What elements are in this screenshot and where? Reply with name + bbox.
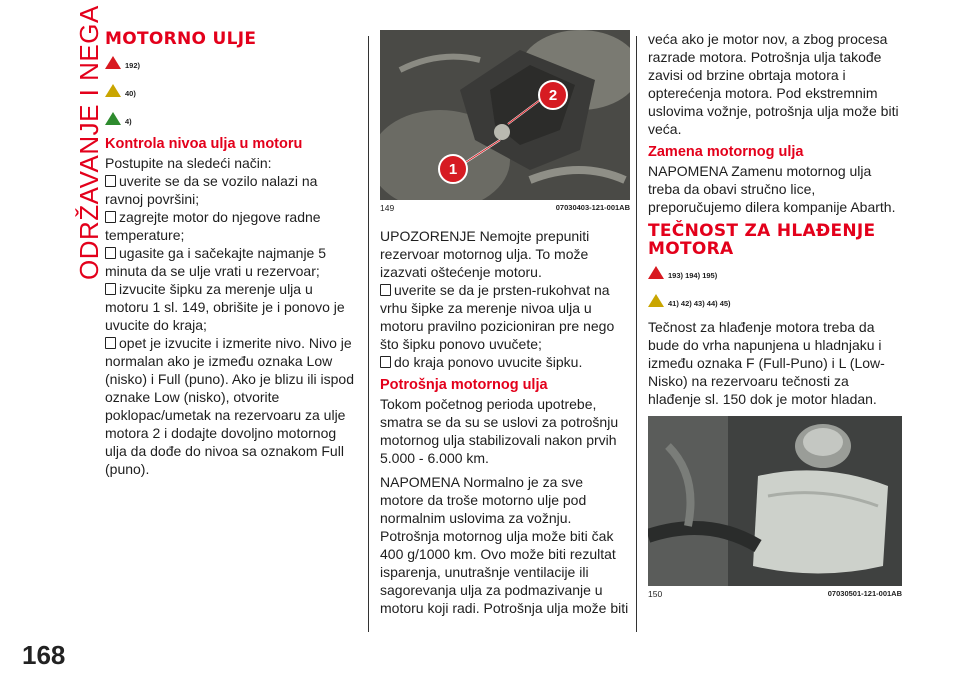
warning-ref: 193) 194) 195) <box>648 262 902 282</box>
paragraph: NAPOMENA Zamenu motornog ulja treba da obavi stručno lice, preporučujemo dilera kompanije Abarth. <box>648 163 896 215</box>
paragraph: Postupite na sledeći način: <box>105 155 272 171</box>
figure-number: 150 <box>648 589 663 599</box>
figure-code: 07030501-121-001AB <box>827 589 902 598</box>
checkbox-bullet-icon <box>105 337 116 349</box>
warning-ref: 41) 42) 43) 44) 45) <box>648 290 902 310</box>
section-heading: MOTORNO ULJE <box>105 29 257 49</box>
column-divider <box>636 36 637 632</box>
subheading: Kontrola nivoa ulja u motoru <box>105 136 303 152</box>
figure-caption <box>648 586 902 599</box>
coolant-figure <box>648 416 902 586</box>
subheading: Potrošnja motornog ulja <box>380 377 548 393</box>
warning-ref: 4) <box>105 108 355 128</box>
engine-bay-illustration <box>380 30 630 200</box>
side-chapter-title: ODRŽAVANJE I NEGA <box>74 5 104 280</box>
engine-oil-figure <box>380 30 630 200</box>
list-item: do kraja ponovo uvucite šipku. <box>380 353 630 371</box>
environment-triangle-icon <box>105 112 121 125</box>
warning-paragraph: UPOZORENJE Nemojte prepuniti rezervoar motornog ulja. To može izazvati oštećenje motoru. <box>380 228 590 280</box>
column-2 <box>380 30 630 623</box>
checkbox-bullet-icon <box>380 356 391 368</box>
paragraph: veća ako je motor nov, a zbog procesa razrade motora. Potrošnja ulja takođe zavisi od brzine obrtaja motora i opterećenja motora. Pod ekstremnim uslovima vožnje, potrošnja ulja može biti veća. <box>648 31 899 137</box>
list-item: opet je izvucite i izmerite nivo. Nivo je normalan ako je između oznaka Low (nisko) i Full (puno). Ako je blizu ili ispod oznake Low (nisko), otvorite poklopac/umetak na rezervoaru za ulje motora 2 i dodajte dovoljno motornog ulja da dođe do nivoa sa oznakom Full (puno). <box>105 335 354 477</box>
subheading: Zamena motornog ulja <box>648 144 804 160</box>
list-item: zagrejte motor do njegove radne temperature; <box>105 209 321 243</box>
checkbox-bullet-icon <box>380 284 391 296</box>
callout-1: 1 <box>438 154 468 184</box>
list-item: ugasite ga i sačekajte najmanje 5 minuta da se ulje vrati u rezervoar; <box>105 245 327 279</box>
figure-number: 149 <box>380 203 395 213</box>
checkbox-bullet-icon <box>105 283 116 295</box>
page-number: 168 <box>22 640 66 670</box>
warning-ref: 192) <box>105 52 355 72</box>
callout-2: 2 <box>538 80 568 110</box>
paragraph: NAPOMENA Normalno je za sve motore da troše motorno ulje pod normalnim uslovima za vožnju. Potrošnja motornog ulja može biti čak 400 g/1000 km. Ovo može biti rezultat isparenja, unutrašnje ventilacije ili sagorevanja ulja za podmazivanje u motoru koji radi. Potrošnja ulja može biti <box>380 474 629 616</box>
warning-ref: 40) <box>105 80 355 100</box>
list-item: uverite se da je prsten-rukohvat na vrhu šipke za merenje nivoa ulja u motoru pravilno pozicioniran pre nego što šipku ponovo uvučete; <box>380 282 615 352</box>
paragraph: Tečnost za hlađenje motora treba da bude do vrha napunjena u hladnjaku i između oznaka F (Full-Puno) i L (Low-Nisko) na rezervoaru tečnosti za hlađenje sl. 150 dok je motor hladan. <box>648 319 885 407</box>
coolant-reservoir-illustration <box>648 416 902 586</box>
column-3 <box>648 30 902 599</box>
paragraph: Tokom početnog perioda upotrebe, smatra se da su se uslovi za potrošnju motornog ulja stabilizovali nakon prvih 5.000 - 6.000 km. <box>380 396 619 466</box>
caution-triangle-icon <box>105 84 121 97</box>
danger-triangle-icon <box>648 266 664 279</box>
figure-caption <box>380 200 630 213</box>
column-1 <box>105 30 355 478</box>
checkbox-bullet-icon <box>105 247 116 259</box>
list-item: uverite se da se vozilo nalazi na ravnoj površini; <box>105 173 318 207</box>
checkbox-bullet-icon <box>105 211 116 223</box>
caution-triangle-icon <box>648 294 664 307</box>
section-heading: TEČNOST ZA HLAĐENJE MOTORA <box>648 221 876 259</box>
figure-code: 07030403-121-001AB <box>555 203 630 212</box>
checkbox-bullet-icon <box>105 175 116 187</box>
danger-triangle-icon <box>105 56 121 69</box>
column-divider <box>368 36 369 632</box>
list-item: izvucite šipku za merenje ulja u motoru 1 sl. 149, obrišite je i ponovo je uvucite do kraja; <box>105 281 345 333</box>
